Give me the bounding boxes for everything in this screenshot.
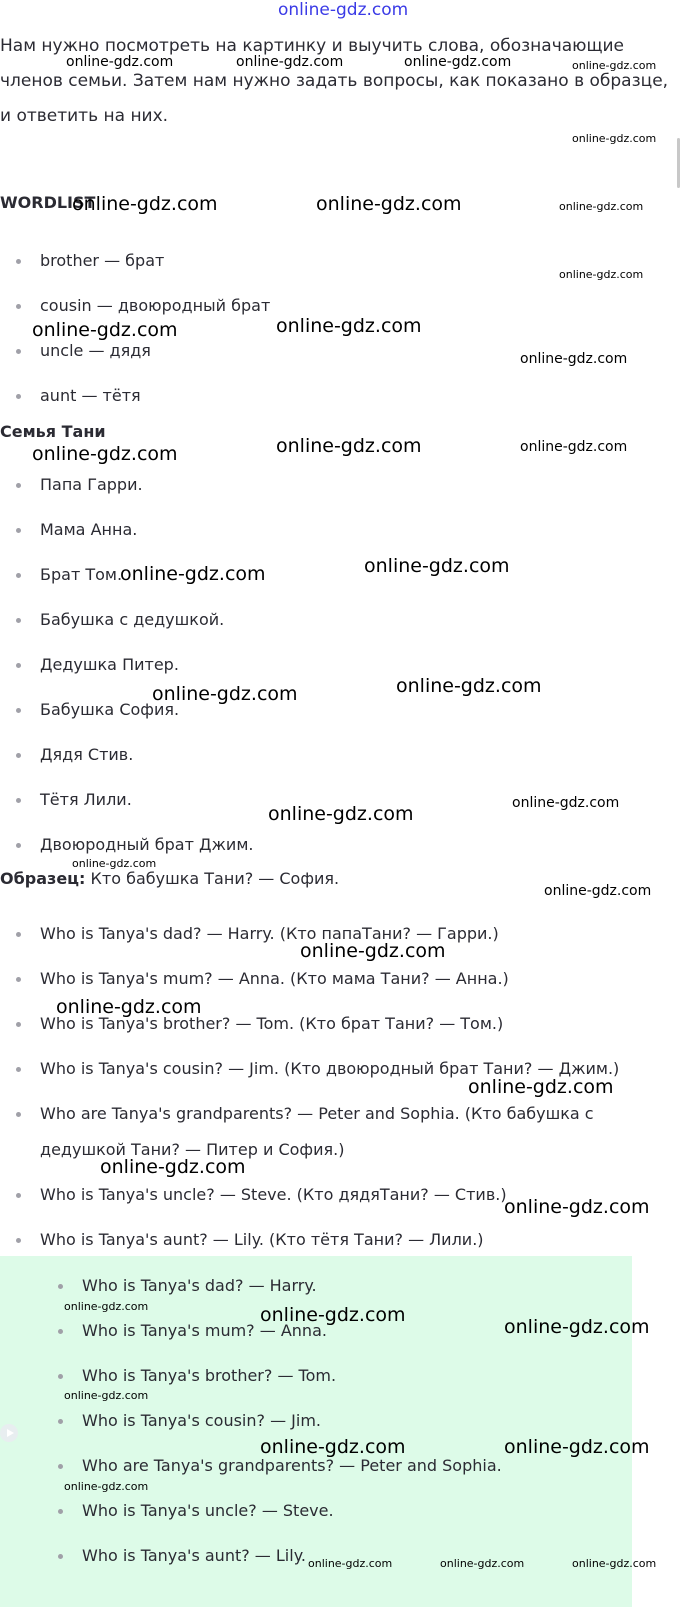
- bullet-icon: [58, 1374, 63, 1379]
- list-item: Who is Tanya's mum? — Anna.: [0, 1313, 660, 1358]
- watermark: online-gdz.com: [120, 563, 266, 585]
- watermark: online-gdz.com: [572, 1557, 657, 1570]
- list-item: cousin — двоюродный брат: [0, 288, 660, 333]
- bullet-icon: [16, 1112, 21, 1117]
- family-heading: Семья Тани: [0, 422, 106, 441]
- watermark: online-gdz.com: [32, 443, 178, 465]
- watermark: online-gdz.com: [260, 1304, 406, 1326]
- watermark: online-gdz.com: [276, 435, 422, 457]
- bullet-icon: [16, 663, 21, 668]
- bullet-icon: [16, 573, 21, 578]
- watermark: online-gdz.com: [64, 1480, 149, 1493]
- watermark: online-gdz.com: [559, 268, 644, 281]
- list-item: aunt — тётя: [0, 378, 660, 423]
- watermark: online-gdz.com: [64, 1389, 149, 1402]
- bullet-icon: [16, 483, 21, 488]
- list-item: Who is Tanya's aunt? — Lily.: [0, 1538, 660, 1583]
- watermark: online-gdz.com: [276, 315, 422, 337]
- list-item: Who is Tanya's cousin? — Jim. (Кто двоюродный брат Тани? — Джим.): [0, 1051, 660, 1096]
- list-item: Who is Tanya's aunt? — Lily. (Кто тётя Тани? — Лили.): [0, 1222, 660, 1267]
- watermark: online-gdz.com: [72, 193, 218, 215]
- bullet-icon: [16, 977, 21, 982]
- list-item: Мама Анна.: [0, 512, 660, 557]
- watermark: online-gdz.com: [64, 1300, 149, 1313]
- bullet-icon: [16, 708, 21, 713]
- watermark: online-gdz.com: [316, 193, 462, 215]
- bullet-icon: [16, 259, 21, 264]
- watermark: online-gdz.com: [100, 1156, 246, 1178]
- list-item: Who is Tanya's brother? — Tom.: [0, 1358, 660, 1403]
- bullet-icon: [58, 1284, 63, 1289]
- bullet-icon: [16, 528, 21, 533]
- bullet-icon: [16, 1238, 21, 1243]
- list-item: Брат Том.: [0, 557, 660, 602]
- watermark: online-gdz.com: [364, 555, 510, 577]
- watermark: online-gdz.com: [236, 54, 344, 70]
- watermark: online-gdz.com: [504, 1436, 650, 1458]
- example-text: Кто бабушка Тани? — София.: [85, 869, 340, 888]
- bullet-icon: [16, 932, 21, 937]
- bullet-icon: [16, 753, 21, 758]
- watermark: online-gdz.com: [544, 883, 652, 899]
- watermark: online-gdz.com: [559, 200, 644, 213]
- list-item: brother — брат: [0, 243, 660, 288]
- example-line: [0, 869, 339, 888]
- watermark: online-gdz.com: [512, 795, 620, 811]
- list-item: Who is Tanya's brother? — Tom. (Кто брат Тани? — Том.): [0, 1006, 660, 1051]
- list-item: Who is Tanya's cousin? — Jim.: [0, 1403, 660, 1448]
- list-item: Who are Tanya's grandparents? — Peter and Sophia.: [0, 1448, 660, 1493]
- example-label: Образец:: [0, 869, 86, 888]
- watermark: online-gdz.com: [572, 132, 657, 145]
- list-item: Бабушка с дедушкой.: [0, 602, 660, 647]
- bullet-icon: [58, 1419, 63, 1424]
- bullet-icon: [16, 618, 21, 623]
- list-item: Тётя Лили.: [0, 782, 660, 827]
- wordlist-heading: WORDLIST: [0, 193, 96, 212]
- watermark: online-gdz.com: [66, 54, 174, 70]
- intro-text: Нам нужно посмотреть на картинку и выучить слова, обозначающие членов семьи. Затем нам нужно задать вопросы, как показано в образце, и ответить на них.: [0, 36, 669, 126]
- watermark: online-gdz.com: [72, 857, 157, 870]
- watermark: online-gdz.com: [520, 351, 628, 367]
- watermark: online-gdz.com: [520, 439, 628, 455]
- list-item: Дядя Стив.: [0, 737, 660, 782]
- list-item: Who are Tanya's grandparents? — Peter and Sophia. (Кто бабушка с дедушкой Тани? — Питер и София.): [0, 1096, 600, 1177]
- list-item: Бабушка София.: [0, 692, 660, 737]
- bullet-icon: [16, 1022, 21, 1027]
- watermark: online-gdz.com: [504, 1196, 650, 1218]
- bullet-icon: [16, 798, 21, 803]
- watermark: online-gdz.com: [468, 1076, 614, 1098]
- watermark: online-gdz.com: [300, 940, 446, 962]
- list-item: Дедушка Питер.: [0, 647, 660, 692]
- list-item: Who is Tanya's uncle? — Steve. (Кто дядяТани? — Стив.): [0, 1177, 660, 1222]
- watermark: online-gdz.com: [504, 1316, 650, 1338]
- bullet-icon: [16, 1067, 21, 1072]
- list-item: Who is Tanya's mum? — Anna. (Кто мама Тани? — Анна.): [0, 961, 660, 1006]
- list-item: uncle — дядя: [0, 333, 660, 378]
- watermark: online-gdz.com: [32, 319, 178, 341]
- watermark: online-gdz.com: [396, 675, 542, 697]
- watermark: online-gdz.com: [268, 803, 414, 825]
- watermark: online-gdz.com: [152, 683, 298, 705]
- bullet-icon: [58, 1329, 63, 1334]
- list-item: Who is Tanya's uncle? — Steve.: [0, 1493, 660, 1538]
- list-item: Папа Гарри.: [0, 467, 660, 512]
- watermark: online-gdz.com: [308, 1557, 393, 1570]
- bullet-icon: [58, 1509, 63, 1514]
- watermark: online-gdz.com: [56, 996, 202, 1018]
- bullet-icon: [58, 1464, 63, 1469]
- watermark: online-gdz.com: [404, 54, 512, 70]
- bullet-icon: [16, 304, 21, 309]
- bullet-icon: [58, 1554, 63, 1559]
- site-logo[interactable]: online-gdz.com: [278, 0, 409, 20]
- bullet-icon: [16, 394, 21, 399]
- watermark: online-gdz.com: [572, 59, 657, 72]
- watermark: online-gdz.com: [440, 1557, 525, 1570]
- bullet-icon: [16, 843, 21, 848]
- list-item: Who is Tanya's dad? — Harry. (Кто папаТани? — Гарри.): [0, 916, 660, 961]
- list-item: Who is Tanya's dad? — Harry.: [0, 1268, 660, 1313]
- watermark: online-gdz.com: [260, 1436, 406, 1458]
- bullet-icon: [16, 349, 21, 354]
- bullet-icon: [16, 1193, 21, 1198]
- list-item: Двоюродный брат Джим.: [0, 827, 660, 872]
- play-icon[interactable]: [0, 1424, 18, 1442]
